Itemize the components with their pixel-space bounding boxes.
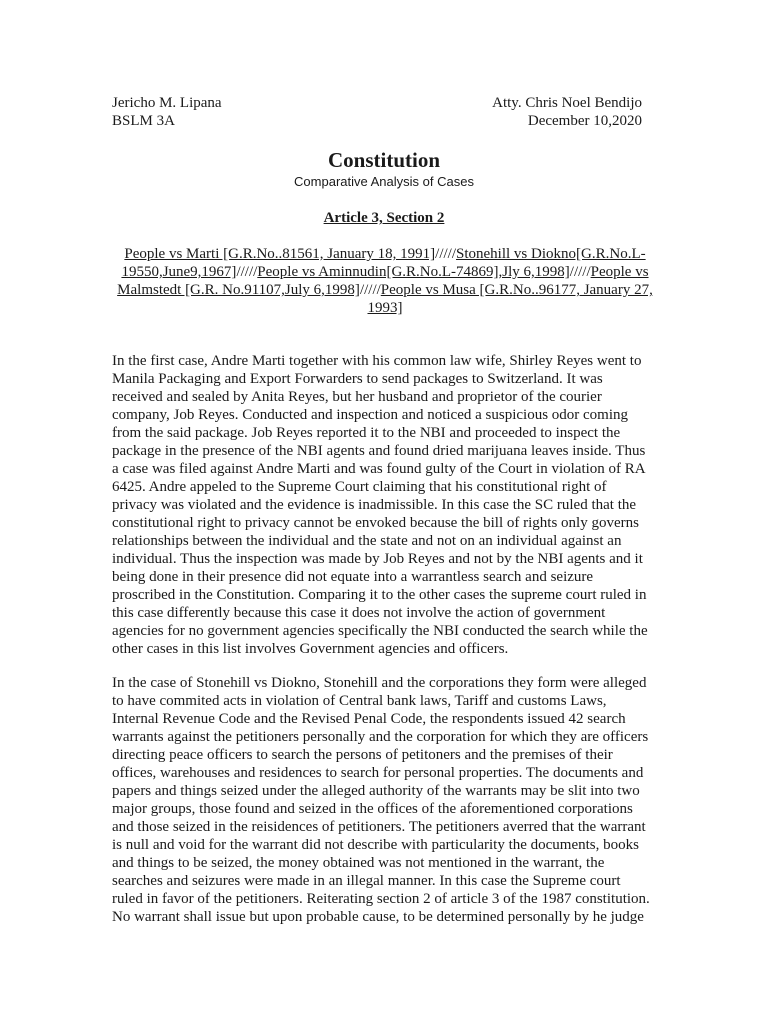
paragraph-line: and those seized in the reisidences of petitioners. The petitioners averred that the warrant: [112, 819, 646, 835]
paragraph-marti: [112, 352, 658, 658]
paragraph-line: Manila Packaging and Export Forwarders to send packages to Switzerland. It was: [112, 371, 603, 387]
paragraph-line: No warrant shall issue but upon probable cause, to be determined personally by he judge: [112, 909, 644, 925]
paragraph-line: being done in their presence did not equate into a warrantless search and seizure: [112, 569, 594, 585]
case-malmstedt: People vs Malmstedt [G.R. No.91107,July 6,1998]: [117, 264, 649, 298]
paragraph-line: 6425. Andre appeled to the Supreme Court claiming that his constitutional right of: [112, 479, 607, 495]
case-marti: People vs Marti [G.R.No..81561, January 18, 1991]: [124, 246, 436, 262]
paragraph-line: directing peace officers to search the persons of petitoners and the premises of their: [112, 747, 613, 763]
paragraph-line: received and sealed by Anita Reyes, but her husband and proprietor of the courier: [112, 389, 602, 405]
paragraph-line: privacy was violated and the evidence is inadmissible. In this case the SC ruled that the: [112, 497, 637, 513]
paragraph-line: proscribed in the Constitution. Comparing it to the other cases the supreme court ruled in: [112, 587, 647, 603]
paragraph-line: In the first case, Andre Marti together with his common law wife, Shirley Reyes went to: [112, 353, 642, 369]
paragraph-line: package in the presence of the NBI agents and found dried marijuana leaves inside. Thus: [112, 443, 646, 459]
case-separator: /////: [435, 246, 457, 262]
case-separator: /////: [359, 282, 381, 298]
paragraph-line: relationships between the individual and the state and not on an individual against an: [112, 533, 622, 549]
case-stonehill: Stonehill vs Diokno[G.R.No.L-19550,June9,1967]: [121, 246, 646, 280]
paragraph-line: Internal Revenue Code and the Revised Penal Code, the respondents issued 42 search: [112, 711, 626, 727]
case-list: [112, 245, 658, 317]
paragraph-line: ruled in favor of the petitioners. Reiterating section 2 of article 3 of the 1987 constitution.: [112, 891, 650, 907]
case-aminnudin: People vs Aminnudin[G.R.No.L-74869],Jly 6,1998]: [257, 264, 570, 280]
case-separator: /////: [236, 264, 258, 280]
author-block: [112, 94, 222, 130]
paragraph-line: warrants against the petitioners personally and the corporation for which they are officers: [112, 729, 649, 745]
paragraph-stonehill: [112, 674, 658, 926]
instructor-name: Atty. Chris Noel Bendijo: [492, 95, 642, 111]
paragraph-line: to have commited acts in violation of Central bank laws, Tariff and customs Laws,: [112, 693, 607, 709]
instructor-block: [492, 94, 642, 130]
paragraph-line: papers and things seized under the alleged authority of the warrants may be slit into two: [112, 783, 640, 799]
author-name: Jericho M. Lipana: [112, 95, 222, 111]
paragraph-line: In the case of Stonehill vs Diokno, Stonehill and the corporations they form were alleged: [112, 675, 647, 691]
paragraph-line: major groups, those found and seized in the offices of the aforementioned corporations: [112, 801, 633, 817]
paragraph-line: other cases in this list involves Government agencies and officers.: [112, 641, 509, 657]
paragraph-line: offices, warehouses and residences to search for personal properties. The documents and: [112, 765, 644, 781]
document-title: Constitution: [327, 148, 441, 172]
paragraph-line: individual. Thus the inspection was made by Job Reyes and not by the NBI agents and it: [112, 551, 643, 567]
document-date: December 10,2020: [527, 113, 642, 129]
document-subtitle: Comparative Analysis of Cases: [294, 174, 474, 189]
paragraph-line: company, Job Reyes. Conducted and inspection and noticed a suspicious odor coming: [112, 407, 629, 423]
case-separator: /////: [569, 264, 591, 280]
paragraph-line: from the said package. Job Reyes reported it to the NBI and proceeded to inspect the: [112, 425, 621, 441]
case-musa: People vs Musa [G.R.No..96177, January 27, 1993]: [367, 282, 653, 316]
paragraph-line: agencies for no government agencies specifically the NBI conducted the search while the: [112, 623, 648, 639]
paragraph-line: is null and void for the warrant did not describe with particularity the documents, books: [112, 837, 639, 853]
author-section: BSLM 3A: [112, 113, 175, 129]
paragraph-line: constitutional right to privacy cannot be envoked because the bill of rights only governs: [112, 515, 639, 531]
paragraph-line: a case was filed against Andre Marti and was found gulty of the Court in violation of RA: [112, 461, 646, 477]
paragraph-line: and things to be seized, the money obtained was not mentioned in the warrant, the: [112, 855, 605, 871]
paragraph-line: this case differently because this case it does not involve the action of government: [112, 605, 606, 621]
paragraph-line: searches and seizures were made in an illegal manner. In this case the Supreme court: [112, 873, 621, 889]
section-heading: Article 3, Section 2: [323, 210, 445, 226]
